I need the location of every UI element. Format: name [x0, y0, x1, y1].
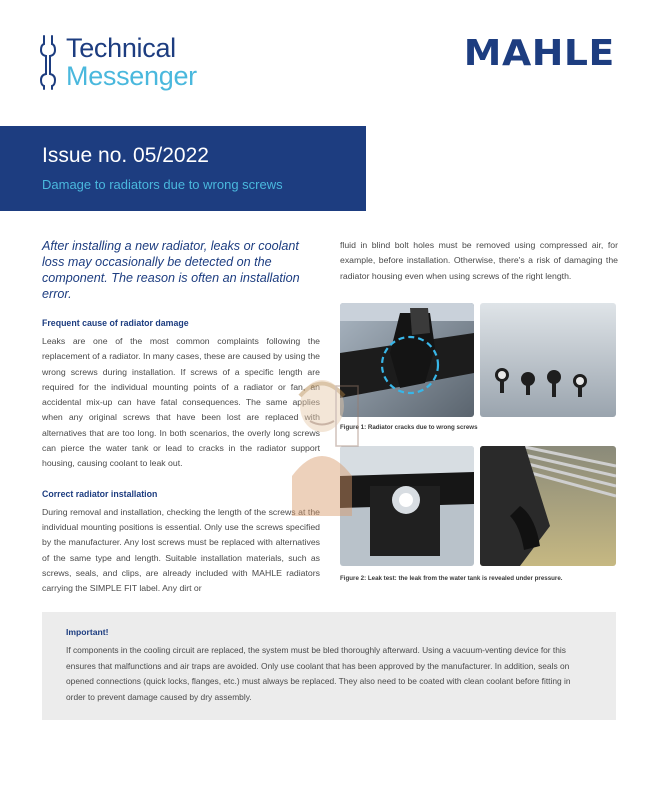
section-heading-cause: Frequent cause of radiator damage — [42, 318, 189, 328]
watermark-stamp — [272, 366, 372, 516]
issue-number: Issue no. 05/2022 — [42, 144, 209, 167]
important-text: If components in the cooling circuit are replaced, the system must be bled thoroughly afterward. Using a vacuum-venting device for this ensures that malfunctions and air traps are avoided. Only use coolant that has been approved by the manufacturer. In addition, seals on opened connections (quick locks, flanges, etc.) must always be replaced. They also need to be coated with clean coolant before fitting in order to prevent damage caused by dry assembly. — [66, 645, 571, 702]
lead-paragraph: After installing a new radiator, leaks or coolant loss may occasionally be detected on the component. The reason is often an installation error. — [42, 239, 300, 301]
wrench-icon — [38, 34, 58, 90]
section-text-cause: Leaks are one of the most common complaints following the replacement of a radiator. In many cases, these are caused by using the wrong screws during installation. If screws of a specific length are required for the individual mounting points of a radiator or fan, an accidental mix-up can have fatal consequences. The same applies when any original screws that have been lost are replaced with alternatives that are too long. In both scenarios, the overly long screws can pierce the water tank or lead to cracks in the radiator support housing, causing coolant to leak out. — [42, 336, 320, 469]
mahle-logo: MAHLE — [463, 33, 615, 74]
continued-text: fluid in blind bolt holes must be removed using compressed air, for example, before installation. Otherwise, there's a risk of damaging the radiator housing even when using screws of the right length. — [340, 240, 618, 281]
figure2-caption: Figure 2: Leak test: the leak from the water tank is revealed under pressure. — [340, 575, 563, 582]
technical-messenger-brand — [38, 34, 197, 90]
right-column — [340, 238, 618, 284]
issue-subtitle: Damage to radiators due to wrong screws — [42, 177, 283, 192]
figure1-photo-screws — [480, 303, 616, 417]
important-notice — [42, 612, 616, 720]
figure1-caption: Figure 1: Radiator cracks due to wrong screws — [340, 424, 478, 431]
figure2-photo-water-tank — [480, 446, 616, 566]
section-heading-installation: Correct radiator installation — [42, 488, 158, 499]
brand-line-2: Messenger — [66, 61, 197, 91]
section-text-installation: During removal and installation, checking the length of the screws at the individual mounting positions is essential. Only use the screws specified by the manufacturer. Any lost screws must be replaced with alternatives of the same type and length. Suitable installation materials, such as screws, seals, and clips, are already included with MAHLE radiators carrying the SIMPLE FIT label. Any dirt or — [42, 506, 320, 594]
brand-title — [66, 34, 197, 90]
important-heading: Important! — [66, 627, 109, 637]
brand-line-1: Technical — [66, 33, 176, 63]
issue-banner — [0, 126, 366, 211]
